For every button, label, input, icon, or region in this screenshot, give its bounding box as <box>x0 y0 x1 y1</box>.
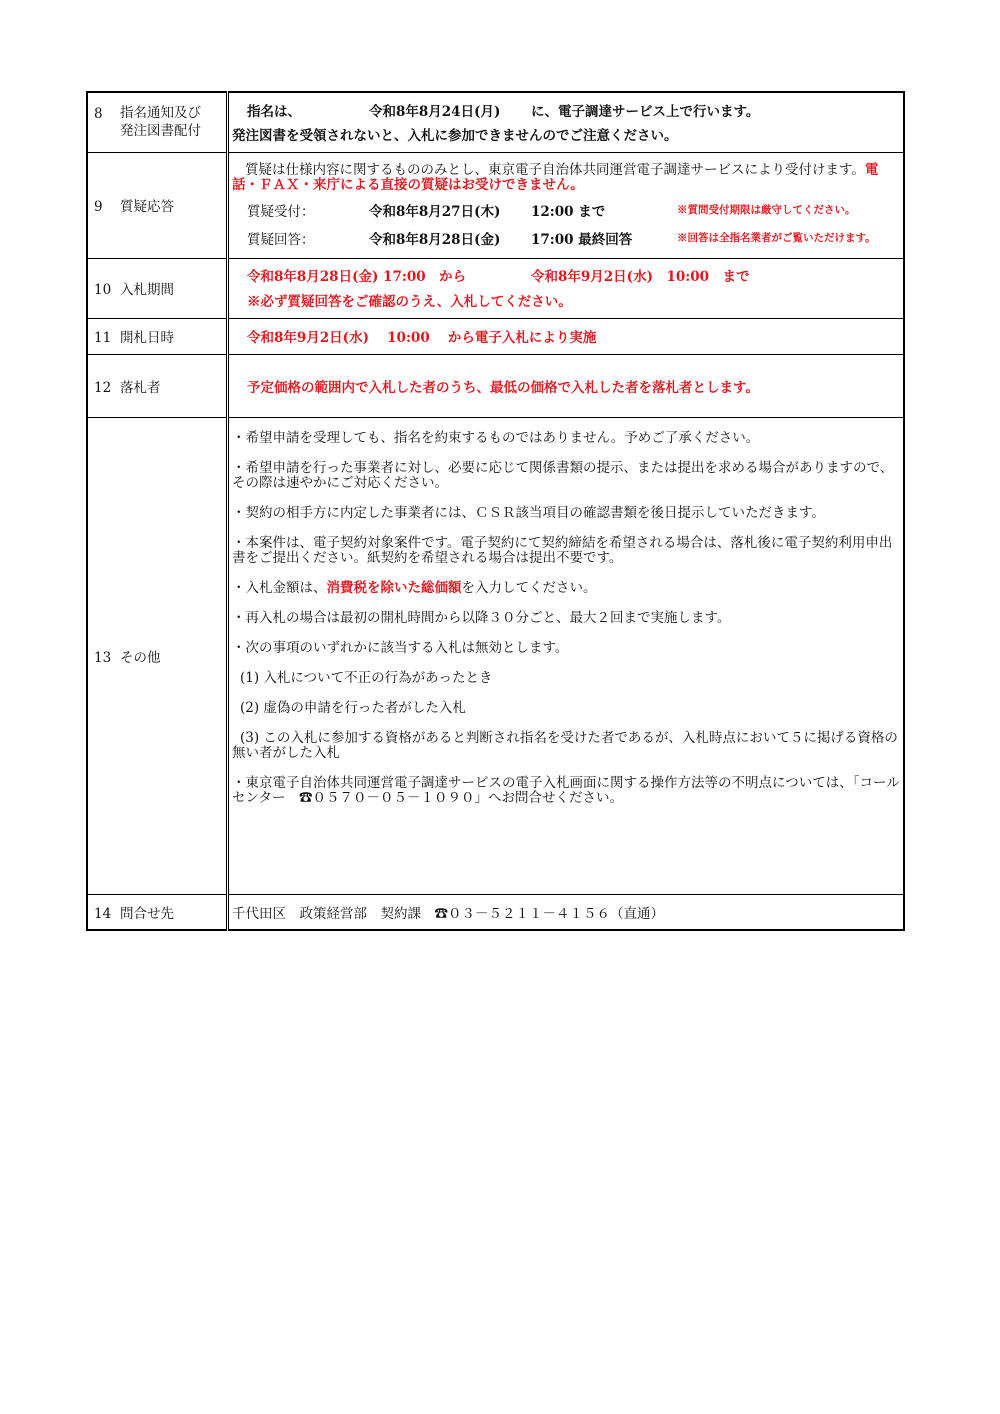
opening-datetime: 令和8年9月2日(水) 10:00 から電子入札により実施 <box>247 330 597 346</box>
row-8-label-cell <box>87 92 228 152</box>
other-item-2: ・希望申請を行った事業者に対し、必要に応じて関係書類の提示、または提出を求める場合がありますので、その際は速やかにご対応ください。 <box>232 459 894 491</box>
row-13-label: その他 <box>120 649 161 666</box>
row-number: 14 <box>94 905 112 922</box>
row-12 <box>87 354 904 417</box>
other-item-6: ・再入札の場合は最初の開札時間から以降３０分ごと、最大２回まで実施します。 <box>232 609 731 626</box>
receive-warning: 発注図書を受領されないと、入札に参加できませんのでご注意ください。 <box>232 128 678 145</box>
row-13 <box>87 417 904 894</box>
other-item-3: ・契約の相手方に内定した事業者には、ＣＳＲ該当項目の確認書類を後日提示していただきます。 <box>232 504 825 521</box>
row-10-content <box>228 258 905 318</box>
tax-excluded-emphasis: 消費税を除いた総価額 <box>326 579 462 596</box>
qa-answer-date: 令和8年8月28日(金) <box>369 231 501 248</box>
other-item-5-prefix: ・入札金額は、 <box>232 579 327 596</box>
other-item-1: ・希望申請を受理しても、指名を約束するものではありません。予めご了承ください。 <box>232 429 760 446</box>
qa-answer-time: 17:00 最終回答 <box>531 231 633 248</box>
nomination-prefix: 指名は、 <box>247 104 301 121</box>
row-13-content <box>228 417 905 894</box>
nomination-date: 令和8年8月24日(月) <box>369 104 501 121</box>
row-number: 11 <box>94 330 112 346</box>
invalid-case-3: (3) この入札に参加する資格があると判断され指名を受けた者であるが、入札時点において５に掲げる資格の無い者がした入札 <box>232 729 898 761</box>
row-8 <box>87 92 904 152</box>
notice-table <box>86 91 905 931</box>
qa-receive-time: 12:00 まで <box>531 203 606 220</box>
nomination-suffix: に、電子調達サービス上で行います。 <box>531 104 760 121</box>
document-sheet <box>86 91 905 931</box>
row-11 <box>87 318 904 354</box>
row-number: 13 <box>94 649 112 666</box>
row-13-label-cell <box>87 417 228 894</box>
row-number: 10 <box>94 282 112 298</box>
contact-info: 千代田区 政策経営部 契約課 ☎０３－５２１１－４１５６（直通） <box>232 905 664 922</box>
row-11-label-cell <box>87 318 228 354</box>
invalid-case-1: (1) 入札について不正の行為があったとき <box>240 669 493 686</box>
row-11-label: 開札日時 <box>120 330 174 346</box>
other-item-7: ・次の事項のいずれかに該当する入札は無効とします。 <box>232 639 569 656</box>
other-item-8: ・東京電子自治体共同運営電子調達サービスの電子入札画面に関する操作方法等の不明点については、「コールセンター ☎０５７０－０５－１０９０」へお問合せください。 <box>232 774 900 806</box>
row-14-label: 問合せ先 <box>120 905 174 922</box>
row-14-label-cell <box>87 894 228 930</box>
row-8-label-line2: 発注図書配付 <box>120 123 201 140</box>
row-number: 8 <box>94 106 103 123</box>
row-10-label-cell <box>87 258 228 318</box>
other-item-5 <box>232 581 901 596</box>
invalid-case-2: (2) 虚偽の申請を行った者がした入札 <box>240 699 466 716</box>
row-14 <box>87 894 904 930</box>
qa-receive-date: 令和8年8月27日(木) <box>369 203 501 220</box>
bid-period-start: 令和8年8月28日(金) 17:00 から <box>247 269 467 285</box>
row-9 <box>87 152 904 258</box>
other-item-4: ・本案件は、電子契約対象案件です。電子契約にて契約締結を希望される場合は、落札後に電子契約利用申出書をご提出ください。紙契約を希望される場合は提出不要です。 <box>232 534 893 566</box>
bid-period-end: 令和8年9月2日(水) 10:00 まで <box>531 269 750 285</box>
row-10 <box>87 258 904 318</box>
bid-period-note: ※必ず質疑回答をご確認のうえ、入札してください。 <box>247 294 572 310</box>
qa-receive-note: ※質問受付期限は厳守してください。 <box>677 204 856 216</box>
row-number: 9 <box>94 199 103 215</box>
row-number: 12 <box>94 379 112 396</box>
winning-bidder-rule: 予定価格の範囲内で入札した者のうち、最低の価格で入札した者を落札者とします。 <box>247 379 759 396</box>
row-12-label-cell <box>87 354 228 417</box>
qa-answer-note: ※回答は全指名業者がご覧いただけます。 <box>677 232 876 244</box>
qa-receive-label: 質疑受付： <box>247 203 315 220</box>
qa-answer-label: 質疑回答： <box>247 231 315 248</box>
row-8-content <box>228 92 905 152</box>
row-10-label: 入札期間 <box>120 282 174 298</box>
row-12-content <box>228 354 905 417</box>
row-9-content <box>228 152 905 258</box>
qa-no-direct-warning: 電話・ＦＡＸ・来庁による直接の質疑はお受けできません。 <box>232 161 879 193</box>
other-item-5-suffix: を入力してください。 <box>461 579 597 596</box>
row-12-label: 落札者 <box>120 379 161 396</box>
qa-intro: 質疑は仕様内容に関するもののみとし、東京電子自治体共同運営電子調達サービスにより受付けます。 <box>245 161 865 178</box>
row-14-content <box>228 894 905 930</box>
row-9-label: 質疑応答 <box>120 199 174 215</box>
row-8-label-line1: 指名通知及び <box>120 105 201 122</box>
row-11-content <box>228 318 905 354</box>
row-9-label-cell <box>87 152 228 258</box>
